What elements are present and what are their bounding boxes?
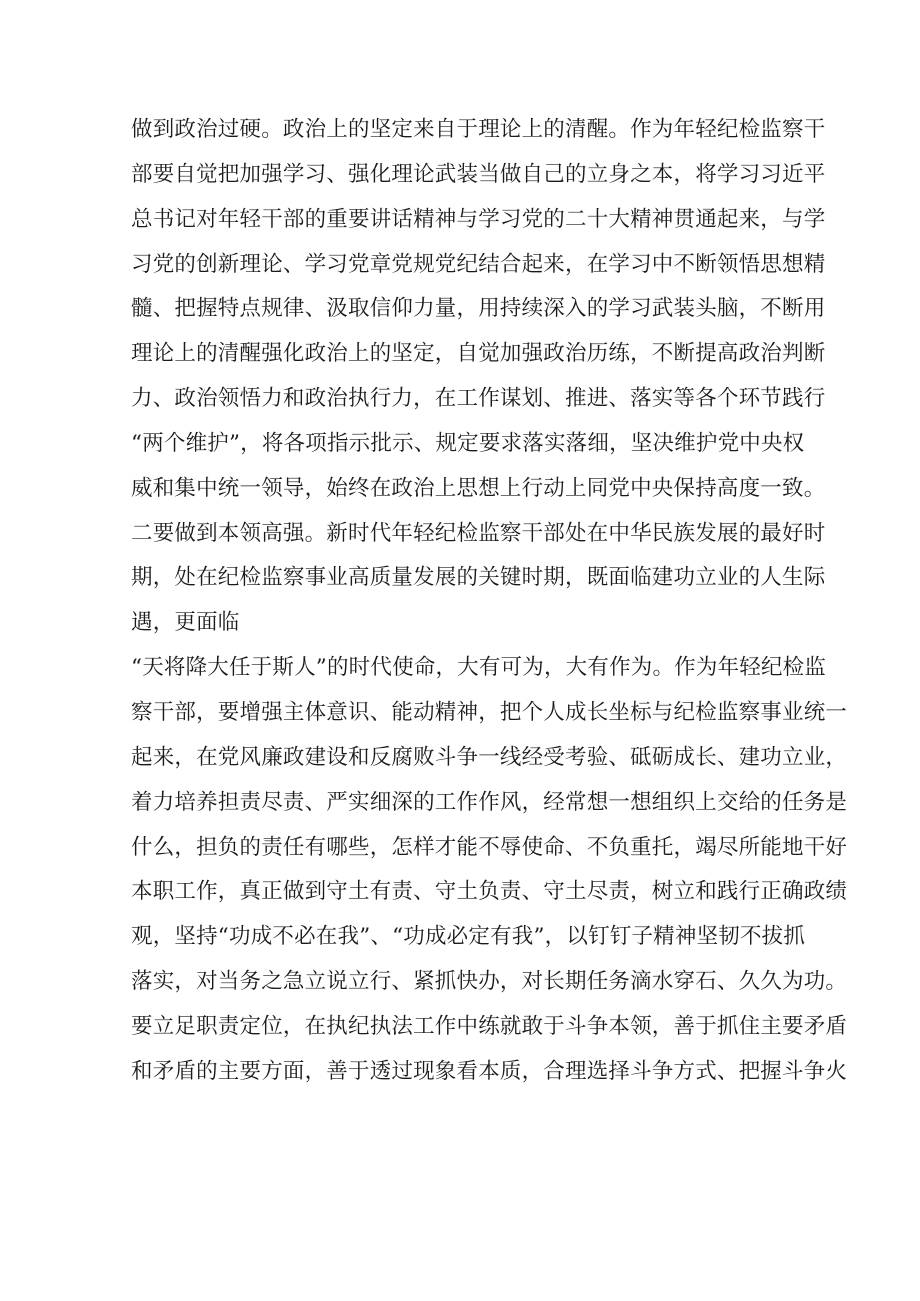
text-line: 威和集中统一领导，始终在政治上思想上行动上同党中央保持高度一致。 bbox=[131, 475, 826, 501]
text-line: “天将降大任于斯人”的时代使命，大有可为，大有作为。作为年轻纪检监 bbox=[131, 655, 827, 681]
text-line: 观，坚持“功成不必在我”、“功成必定有我”，以钉钉子精神坚韧不拔抓 bbox=[131, 924, 806, 950]
body-text bbox=[131, 108, 848, 1095]
text-line: 本职工作，真正做到守土有责、守土负责、守土尽责，树立和践行正确政绩 bbox=[131, 879, 848, 905]
text-line: 期，处在纪检监察事业高质量发展的关键时期，既面临建功立业的人生际 bbox=[131, 565, 826, 591]
text-line: 习党的创新理论、学习党章党规党纪结合起来，在学习中不断领悟思想精 bbox=[131, 251, 826, 277]
text-line: 着力培养担责尽责、严实细深的工作作风，经常想一想组织上交给的任务是 bbox=[131, 789, 848, 815]
text-line: 落实，对当务之急立说立行、紧抓快办，对长期任务滴水穿石、久久为功。 bbox=[131, 969, 848, 995]
text-line: 力、政治领悟力和政治执行力，在工作谋划、推进、落实等各个环节践行 bbox=[131, 386, 826, 412]
text-line: 察干部，要增强主体意识、能动精神，把个人成长坐标与纪检监察事业统一 bbox=[131, 699, 848, 725]
text-line: 什么，担负的责任有哪些，怎样才能不辱使命、不负重托，竭尽所能地干好 bbox=[131, 834, 848, 860]
text-line: 理论上的清醒强化政治上的坚定，自觉加强政治历练，不断提高政治判断 bbox=[131, 341, 826, 367]
text-line: 和矛盾的主要方面，善于透过现象看本质，合理选择斗争方式、把握斗争火 bbox=[131, 1058, 848, 1084]
text-line: 二要做到本领高强。新时代年轻纪检监察干部处在中华民族发展的最好时 bbox=[131, 520, 826, 546]
text-line: 要立足职责定位，在执纪执法工作中练就敢于斗争本领，善于抓住主要矛盾 bbox=[131, 1013, 848, 1039]
text-line: 总书记对年轻干部的重要讲话精神与学习党的二十大精神贯通起来，与学 bbox=[131, 206, 826, 232]
text-line: 遇，更面临 bbox=[131, 610, 240, 636]
text-line: 起来，在党风廉政建设和反腐败斗争一线经受考验、砥砺成长、建功立业， bbox=[131, 744, 848, 770]
text-line: 部要自觉把加强学习、强化理论武装当做自己的立身之本，将学习习近平 bbox=[131, 161, 826, 187]
text-line: 做到政治过硬。政治上的坚定来自于理论上的清醒。作为年轻纪检监察干 bbox=[131, 117, 826, 142]
text-line: 髓、把握特点规律、汲取信仰力量，用持续深入的学习武装头脑，不断用 bbox=[131, 296, 826, 322]
text-line: “两个维护”，将各项指示批示、规定要求落实落细，坚决维护党中央权 bbox=[131, 430, 805, 456]
